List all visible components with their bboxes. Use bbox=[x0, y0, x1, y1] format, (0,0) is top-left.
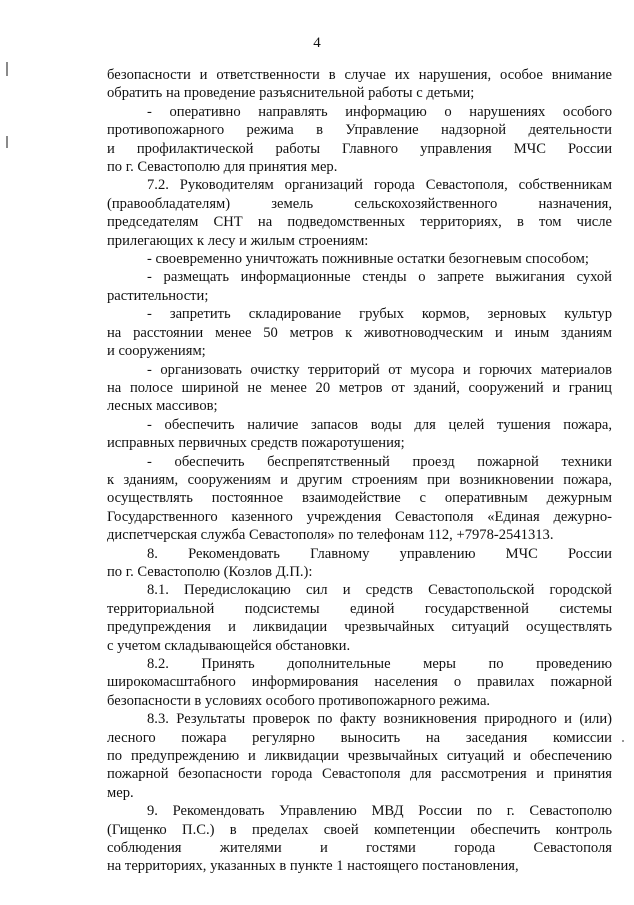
text-line: 9. Рекомендовать Управлению МВД России по г. Севастополю bbox=[147, 803, 612, 820]
text-line: пожарной безопасности города Севастополя для рассмотрения и принятия bbox=[107, 766, 612, 783]
paragraph bbox=[107, 581, 612, 655]
paragraph bbox=[107, 802, 612, 876]
text-line: 8.1. Передислокацию сил и средств Севастопольской городской bbox=[147, 582, 612, 599]
text-line: 8.2. Принять дополнительные меры по проведению bbox=[147, 656, 612, 672]
text-line: территориальной подсистемы единой государственной системы bbox=[107, 600, 612, 617]
text-line: осуществлять постоянное взаимодействие с оперативным дежурным bbox=[107, 490, 612, 507]
paragraph bbox=[107, 655, 612, 710]
text-line: - оперативно направлять информацию о нарушениях особого bbox=[147, 103, 612, 120]
text-line: лесного пожара регулярно выносить на заседания комиссии bbox=[107, 729, 612, 746]
paragraph bbox=[107, 710, 612, 802]
text-line: широкомасштабного информирования населения о правилах пожарной bbox=[107, 674, 612, 691]
page-number: 4 bbox=[313, 35, 321, 51]
text-line: по г. Севастополю для принятия мер. bbox=[107, 159, 338, 176]
paragraph bbox=[107, 268, 612, 305]
paragraph bbox=[107, 103, 612, 177]
text-line: и профилактической работы Главного управления МЧС России bbox=[107, 140, 612, 157]
text-line: безопасности в условиях особого противопожарного режима. bbox=[107, 692, 491, 709]
paragraph bbox=[107, 250, 612, 268]
text-line: соблюдения жителями и гостями города Севастополя bbox=[107, 840, 612, 857]
text-line: по предупреждению и ликвидации чрезвычайных ситуаций и обеспечению bbox=[107, 748, 612, 765]
text-line: - организовать очистку территорий от мусора и горючих материалов bbox=[147, 361, 612, 378]
scan-dot-mark bbox=[622, 740, 624, 742]
text-line: мер. bbox=[107, 784, 134, 801]
text-line: - размещать информационные стенды о запрете выжигания сухой bbox=[147, 269, 612, 286]
text-line: обратить на проведение разъяснительной работы с детьми; bbox=[107, 85, 475, 102]
paragraph bbox=[107, 416, 612, 453]
paragraph bbox=[107, 176, 612, 250]
text-line: диспетчерская служба Севастополя» по телефонам 112, +7978-2541313. bbox=[107, 527, 554, 544]
text-line: (правообладателям) земель сельскохозяйственного назначения, bbox=[107, 195, 612, 212]
text-line: исправных первичных средств пожаротушения; bbox=[107, 435, 405, 452]
text-line: на территориях, указанных в пункте 1 настоящего постановления, bbox=[107, 858, 519, 875]
text-line: прилегающих к лесу и жилым строениям: bbox=[107, 232, 369, 249]
paragraph bbox=[107, 361, 612, 416]
paragraph bbox=[107, 453, 612, 545]
paragraph bbox=[107, 305, 612, 360]
scan-edge-mark bbox=[6, 62, 8, 76]
text-line: - обеспечить наличие запасов воды для целей тушения пожара, bbox=[147, 416, 612, 433]
text-line: противопожарного режима в Управление надзорной деятельности bbox=[107, 122, 612, 139]
text-line: безопасности и ответственности в случае их нарушения, особое внимание bbox=[107, 67, 612, 83]
text-line: председателям СНТ на подведомственных территориях, в том числе bbox=[107, 214, 612, 231]
text-line: по г. Севастополю (Козлов Д.П.): bbox=[107, 563, 313, 580]
text-line: - своевременно уничтожать пожнивные остатки безогневым способом; bbox=[147, 251, 589, 268]
text-line: - обеспечить беспрепятственный проезд пожарной техники bbox=[147, 453, 612, 470]
text-line: к зданиям, сооружениям и другим строениям при возникновении пожара, bbox=[107, 471, 612, 488]
text-line: на расстоянии менее 50 метров к животноводческим и иным зданиям bbox=[107, 324, 612, 341]
text-line: 7.2. Руководителям организаций города Севастополя, собственникам bbox=[147, 177, 612, 194]
text-line: предупреждения и ликвидации чрезвычайных ситуаций осуществлять bbox=[107, 619, 612, 636]
text-line: с учетом складывающейся обстановки. bbox=[107, 637, 351, 654]
text-line: на полосе шириной не менее 20 метров от зданий, сооружений и границ bbox=[107, 379, 612, 396]
text-line: и сооружениям; bbox=[107, 343, 206, 360]
text-line: 8.3. Результаты проверок по факту возникновения природного и (или) bbox=[147, 711, 612, 728]
paragraph bbox=[107, 545, 612, 582]
text-line: 8. Рекомендовать Главному управлению МЧС России bbox=[147, 545, 612, 562]
text-line: лесных массивов; bbox=[107, 398, 218, 415]
document-body bbox=[107, 66, 612, 876]
text-line: (Гищенко П.С.) в пределах своей компетенции обеспечить контроль bbox=[107, 821, 612, 838]
text-line: растительности; bbox=[107, 287, 209, 304]
text-line: Государственного казенного учреждения Севастополя «Единая дежурно- bbox=[107, 508, 612, 525]
text-line: - запретить складирование грубых кормов, зерновых культур bbox=[147, 306, 612, 323]
paragraph bbox=[107, 66, 612, 103]
scan-edge-mark bbox=[6, 136, 8, 148]
